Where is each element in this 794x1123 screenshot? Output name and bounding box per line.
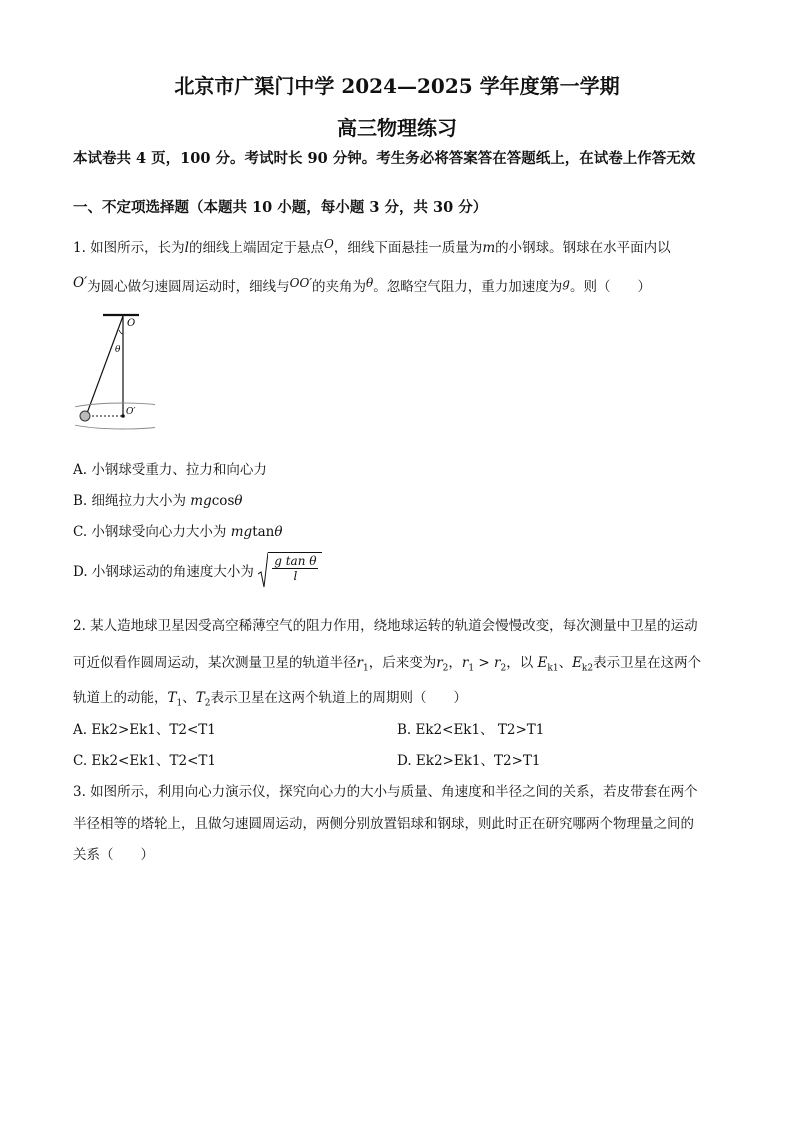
pendulum-string <box>86 316 123 416</box>
q1-optb-fn: cos <box>211 493 235 509</box>
q1-text: ，细线下面悬挂一质量为 <box>333 240 483 256</box>
center-point <box>121 414 125 418</box>
sqrt-sign <box>258 552 268 588</box>
q2-text: ，后来变为 <box>368 655 437 671</box>
q3-line3: 关系（ ） <box>73 847 154 863</box>
sqrt-expression <box>258 552 322 588</box>
q1-text: 的细线上端固定于悬点 <box>189 240 324 256</box>
q2-text: 表示卫星在这两个轨道上的周期则（ ） <box>210 690 467 706</box>
q1-text: 。则（ ） <box>569 279 651 295</box>
var-O: O <box>324 237 334 251</box>
sqrt-radicand <box>268 552 322 588</box>
q2-line2: 可近似看作圆周运动，某次测量卫星的轨道半径$r_1$，后来变为$r_2$，$r_1 > r_2$，以 $E_{k1}$、$E_{k2}$表示卫星在这两个 <box>73 655 702 674</box>
q2-text: 轨道上的动能， <box>73 690 168 706</box>
q1-line2 <box>73 275 651 295</box>
var-Op: O′ <box>73 275 88 291</box>
q1-option-c <box>73 520 283 540</box>
q1-text: 的小钢球。钢球在水平面内以 <box>495 240 671 256</box>
q1-optb-theta: θ <box>234 493 243 509</box>
q2-option-a: A. Ek2>Ek1、T2<T1 <box>73 722 216 738</box>
var-m: m <box>482 240 496 256</box>
q2-text: ，以 <box>506 655 538 671</box>
section-heading: 一、不定项选择题（本题共 10 小题，每小题 3 分，共 30 分） <box>73 199 488 216</box>
steel-ball <box>80 411 90 421</box>
q1-optd-text: D. 小钢球运动的角速度大小为 <box>73 564 254 580</box>
q2-text: 可近似看作圆周运动，某次测量卫星的轨道半径 <box>73 655 357 671</box>
q1-text: 为圆心做匀速圆周运动时，细线与 <box>87 279 290 295</box>
q2-option-b: B. Ek2<Ek1、 T2>T1 <box>397 722 545 738</box>
label-Op: O′ <box>126 407 136 417</box>
q1-optc-theta: θ <box>274 524 283 540</box>
q1-text: 的夹角为 <box>312 279 367 295</box>
q3-line2: 半径相等的塔轮上，且做匀速圆周运动，两侧分别放置铝球和钢球，则此时正在研究哪两个物理量之间的 <box>73 816 694 832</box>
q1-optc-text: C. 小钢球受向心力大小为 <box>73 524 231 540</box>
q2-line1: 2. 某人造地球卫星因受高空稀薄空气的阻力作用，绕地球运转的轨道会慢慢改变，每次测量中卫星的运动 <box>73 618 698 634</box>
fraction <box>272 554 318 583</box>
q1-option-d <box>73 552 322 588</box>
q1-text: 。忽略空气阻力，重力加速度为 <box>373 279 563 295</box>
q1-optb-mg: mg <box>190 493 212 509</box>
q1-text: 1. 如图所示，长为 <box>73 240 185 256</box>
q1-optc-mg: mg <box>230 524 253 540</box>
q2-line3: 轨道上的动能，$T_1$、$T_2$表示卫星在这两个轨道上的周期则（ ） <box>73 690 467 709</box>
q1-line1 <box>73 236 671 256</box>
var-g: g <box>562 276 570 290</box>
exam-subtitle: 高三物理练习 <box>337 116 457 140</box>
var-l: l <box>184 240 189 256</box>
q1-optc-fn: tan <box>252 524 275 540</box>
q1-optb-text: B. 细绳拉力大小为 <box>73 493 191 509</box>
fraction-denominator: l <box>293 569 298 583</box>
conical-pendulum-figure <box>75 312 155 430</box>
q3-line1: 3. 如图所示，利用向心力演示仪，探究向心力的大小与质量、角速度和半径之间的关系，若皮带套在两个 <box>73 784 698 800</box>
q2-option-c: C. Ek2<Ek1、T2<T1 <box>73 753 216 769</box>
exam-instructions: 本试卷共 4 页，100 分。考试时长 90 分钟。考生务必将答案答在答题纸上，在试卷上作答无效 <box>73 150 696 167</box>
fraction-numerator: g tan θ <box>274 554 317 568</box>
exam-title: 北京市广渠门中学 2024—2025 学年度第一学期 <box>174 74 620 98</box>
q2-text: 表示卫星在这两个 <box>593 655 702 671</box>
label-O: O <box>127 318 136 329</box>
label-theta: θ <box>115 345 121 355</box>
var-OOp: OO′ <box>289 276 313 290</box>
var-theta: θ <box>366 276 374 290</box>
q1-option-b <box>73 489 243 509</box>
q1-option-a: A. 小钢球受重力、拉力和向心力 <box>73 462 267 478</box>
q2-option-d: D. Ek2>Ek1、T2>T1 <box>397 753 541 769</box>
